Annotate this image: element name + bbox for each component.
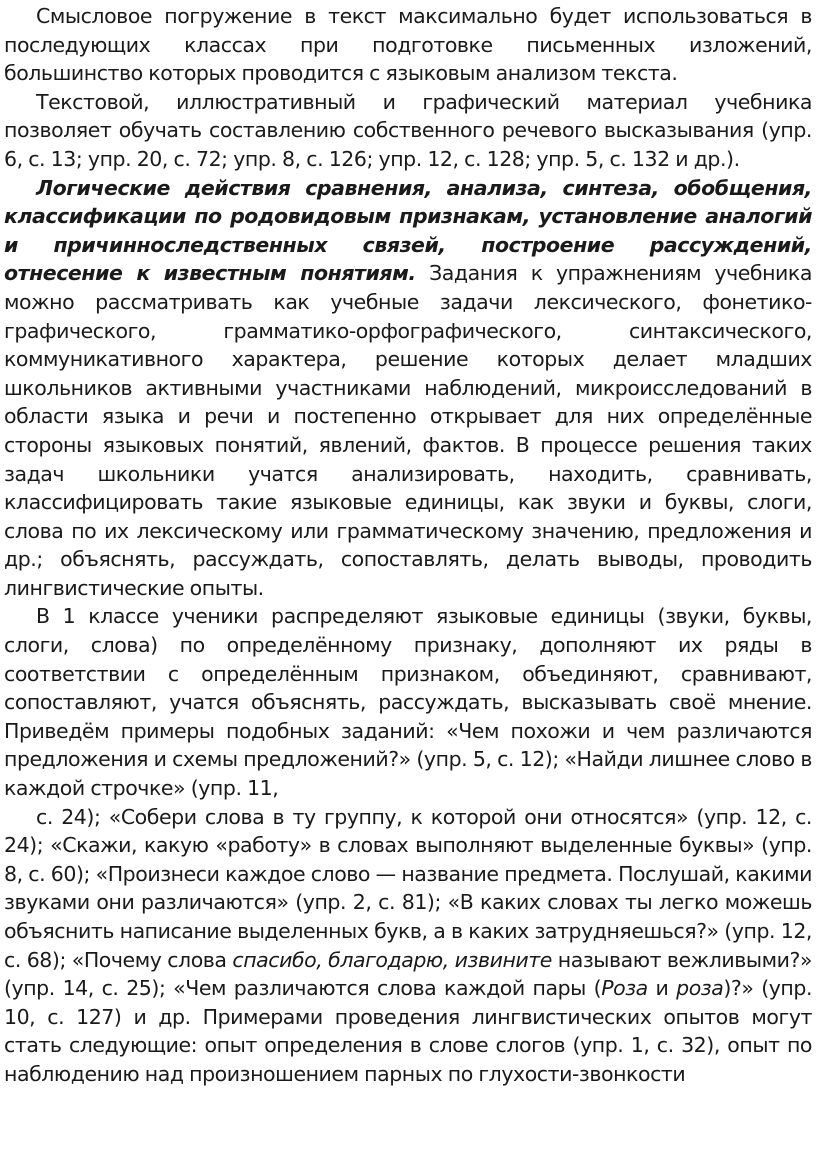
paragraph-4-text: В 1 классе ученики распределяют языковые единицы (звуки, буквы, слоги, слова) по определённому признаку, дополняют их ряды в соответствии с определённым признаком, объединяют, сравнивают, сопоставляют, учатся объяснять, рассуждать, высказывать своё мнение. Приведём примеры подобных заданий: «Чем похожи и чем различаются предложения и схемы предложений?» (упр. 5, с. 12); «Найди лишнее слово в каждой строчке» (упр. 11, [4, 604, 812, 801]
paragraph-2 [4, 88, 812, 174]
paragraph-3 [4, 174, 812, 603]
paragraph-5-italic-roza-capital: Роза [601, 976, 648, 1001]
paragraph-5-text-b: называют вежливыми?» (упр. 14, с. 25); «Чем различаются слова каждой пары ( [4, 947, 813, 1001]
paragraph-4 [4, 602, 812, 802]
paragraph-5-italic-words: спасибо, благодарю, извините [232, 947, 552, 972]
paragraph-1 [4, 2, 812, 88]
paragraph-5-text-c: и [647, 976, 677, 1001]
paragraph-2-text: Текстовой, иллюстративный и графический материал учебника позволяет обучать составлению собственного речевого высказывания (упр. 6, с. 13; упр. 20, с. 72; упр. 8, с. 126; упр. 12, с. 128; упр. 5, с. 132 и др.). [4, 89, 812, 171]
paragraph-5-text-a: с. 24); «Собери слова в ту группу, к которой они относятся» (упр. 12, с. 24); «Скажи, какую «работу» в словах выполняют выделенные буквы» (упр. 8, с. 60); «Произнеси каждое слово — название предмета. Послушай, какими звуками они различаются» (упр. 2, с. 81); «В каких словах ты легко можешь объяснить написание выделенных букв, а в каких затрудняешься?» (упр. 12, с. 68); «Почему слова [4, 804, 812, 972]
paragraph-3-text: Задания к упражнениям учебника можно рассматривать как учебные задачи лексического, фонетико-графического, грамматико-орфографического, синтаксического, коммуникативного характера, решение которых делает младших школьников активными участниками наблюдений, микроисследований в области языка и речи и постепенно открывает для них определённые стороны языковых понятий, явлений, фактов. В процессе решения таких задач школьники учатся анализировать, находить, сравнивать, классифицировать такие языковые единицы, как звуки и буквы, слоги, слова по их лексическому или грамматическому значению, предложения и др.; объяснять, рассуждать, сопоставлять, делать выводы, проводить лингвистические опыты. [4, 261, 812, 600]
paragraph-5-text-d: )?» (упр. 10, с. 127) и др. Примерами проведения лингвистических опытов могут стать следующие: опыт определения в слове слогов (упр. 1, с. 32), опыт по наблюдению над произношением парных по глухости-звонкости [4, 976, 813, 1086]
paragraph-1-text: Смысловое погружение в текст максимально будет использоваться в последующих классах при подготовке письменных изложений, большинство которых проводится с языковым анализом текста. [4, 4, 812, 86]
paragraph-5-italic-roza: роза [676, 976, 724, 1001]
paragraph-5 [4, 803, 812, 1089]
paragraph-3-heading: Логические действия сравнения, анализа, синтеза, обобщения, классификации по родовидовым признакам, установление аналогий и причинноследственных связей, построение рассуждений, отнесение к известным понятиям. [4, 175, 812, 286]
